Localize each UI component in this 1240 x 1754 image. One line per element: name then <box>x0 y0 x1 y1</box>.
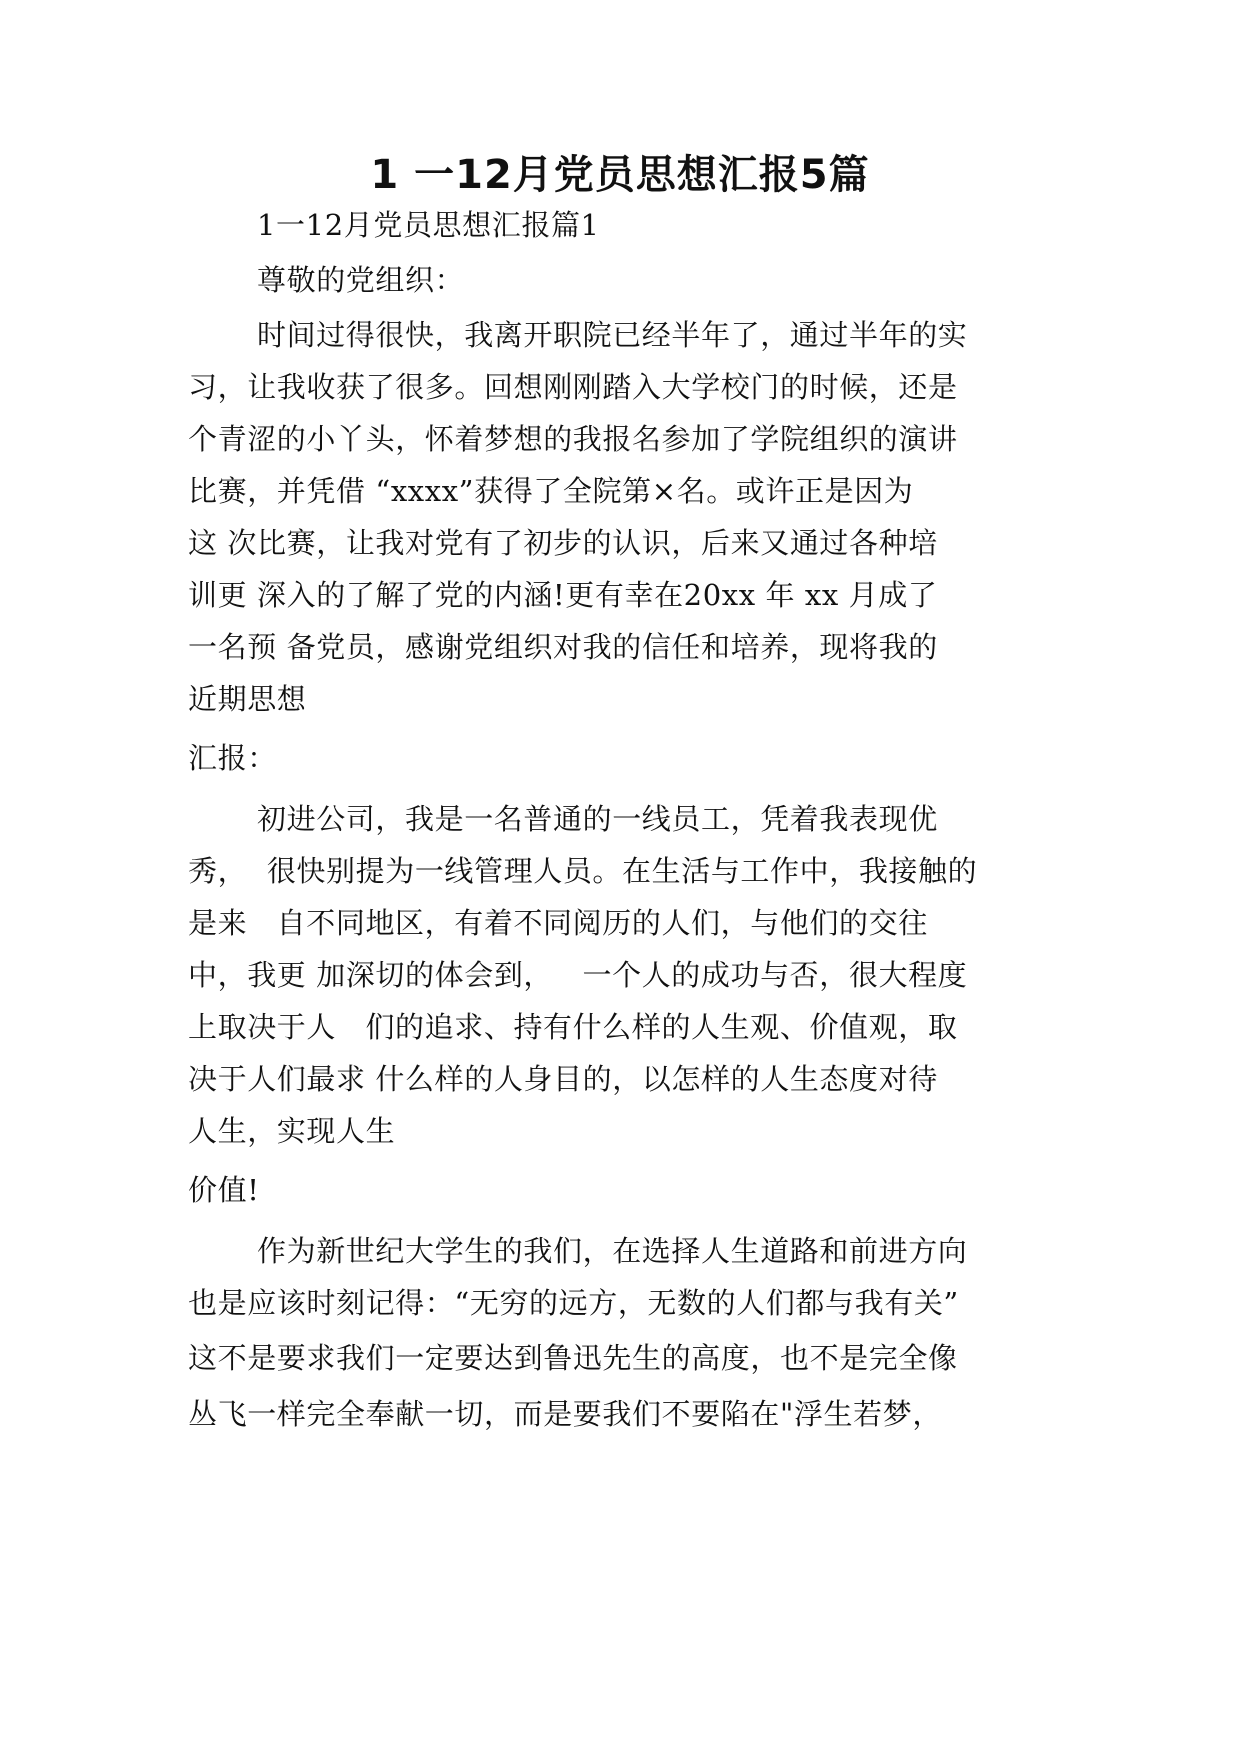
paragraph-line: 这不是要求我们一定要达到鲁迅先生的高度，也不是完全像 <box>188 1341 958 1375</box>
document-title: 1 一12月党员思想汇报5篇 <box>370 152 870 198</box>
paragraph-line: 一名预 备党员，感谢党组织对我的信任和培养，现将我的 <box>188 630 938 664</box>
paragraph-line: 丛飞一样完全奉献一切，而是要我们不要陷在"浮生若梦， <box>188 1397 942 1431</box>
paragraph-line: 近期思想 <box>188 682 307 716</box>
paragraph-line: 比赛，并凭借 “xxxx”获得了全院第×名。或许正是因为 <box>188 474 914 508</box>
section-heading: 1一12月党员思想汇报篇1 <box>257 208 600 242</box>
paragraph-line: 上取决于人 们的追求、持有什么样的人生观、价值观，取 <box>188 1010 958 1044</box>
paragraph-line: 中，我更 加深切的体会到， 一个人的成功与否，很大程度 <box>188 958 968 992</box>
paragraph-line: 这 次比赛，让我对党有了初步的认识，后来又通过各种培 <box>188 526 938 560</box>
paragraph-line: 也是应该时刻记得：“无穷的远方，无数的人们都与我有关” <box>188 1286 959 1320</box>
paragraph-line: 秀， 很快别提为一线管理人员。在生活与工作中，我接触的 <box>188 854 978 888</box>
paragraph-line: 训更 深入的了解了党的内涵!更有幸在20xx 年 xx 月成了 <box>188 578 938 612</box>
paragraph-line: 时间过得很快，我离开职院已经半年了，通过半年的实 <box>257 318 968 352</box>
paragraph-line: 习，让我收获了很多。回想刚刚踏入大学校门的时候，还是 <box>188 370 958 404</box>
paragraph-line: 是来 自不同地区，有着不同阅历的人们，与他们的交往 <box>188 906 928 940</box>
paragraph-line: 人生，实现人生 <box>188 1114 396 1148</box>
paragraph-line: 汇报： <box>188 741 277 775</box>
salutation: 尊敬的党组织： <box>257 263 465 297</box>
paragraph-line: 初进公司，我是一名普通的一线员工，凭着我表现优 <box>257 802 938 836</box>
paragraph-line: 决于人们最求 什么样的人身目的，以怎样的人生态度对待 <box>188 1062 938 1096</box>
paragraph-line: 个青涩的小丫头，怀着梦想的我报名参加了学院组织的演讲 <box>188 422 958 456</box>
paragraph-line: 价值! <box>188 1173 260 1207</box>
paragraph-line: 作为新世纪大学生的我们，在选择人生道路和前进方向 <box>257 1234 968 1268</box>
